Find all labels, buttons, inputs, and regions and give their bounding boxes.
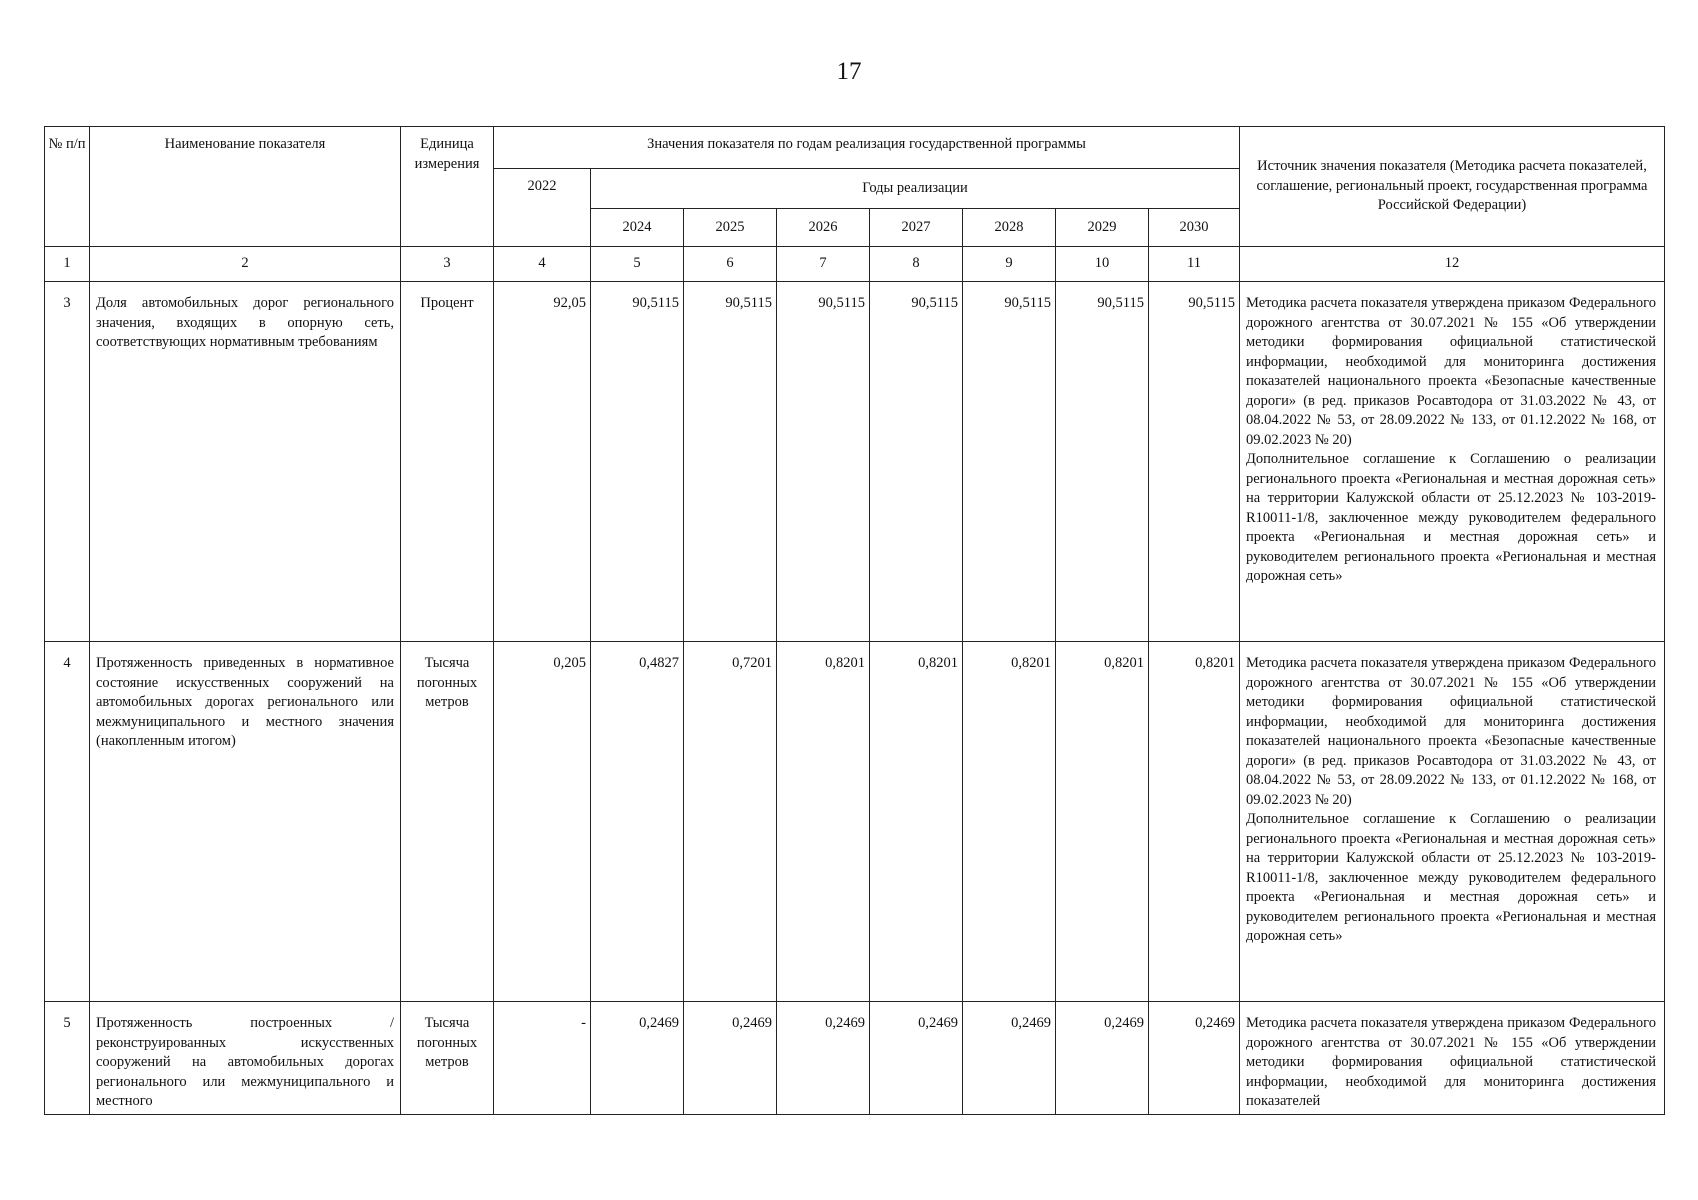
year-value: 0,8201 [777, 642, 870, 1002]
base-value: 0,205 [494, 642, 591, 1002]
header-year: 2026 [777, 209, 870, 247]
table-row [45, 642, 1665, 1002]
column-number: 9 [963, 247, 1056, 282]
header-source: Источник значения показателя (Методика расчета показателей, соглашение, региональный проект, государственная программа Российской Федерации) [1240, 127, 1665, 247]
indicator-unit: Тысяча погонных метров [401, 642, 494, 1002]
indicator-name: Протяженность приведенных в нормативное состояние искусственных сооружений на автомобильных дорогах регионального или межмуниципального и местного значения (накопленным итогом) [90, 642, 401, 1002]
year-value: 90,5115 [777, 282, 870, 642]
year-value: 90,5115 [1056, 282, 1149, 642]
column-numbers-row [45, 247, 1665, 282]
column-number: 6 [684, 247, 777, 282]
page-number: 17 [836, 58, 862, 85]
source-methodology: Методика расчета показателя утверждена приказом Федерального дорожного агентства от 30.07.2021 № 155 «Об утверждении методики формирования официальной статистической информации, необходимой для мониторинга достижения показателей [1246, 1015, 1656, 1109]
indicator-unit: Тысяча погонных метров [401, 1002, 494, 1115]
year-value: 0,8201 [870, 642, 963, 1002]
column-number: 12 [1240, 247, 1665, 282]
column-number: 4 [494, 247, 591, 282]
column-number: 7 [777, 247, 870, 282]
source-methodology: Методика расчета показателя утверждена приказом Федерального дорожного агентства от 30.07.2021 № 155 «Об утверждении методики формирования официальной статистической информации, необходимой для мониторинга достижения показателей национального проекта «Безопасные качественные дороги» (в ред. приказов Росавтодора от 31.03.2022 № 43, от 08.04.2022 № 53, от 28.09.2022 № 133, от 01.12.2022 № 168, от 09.02.2023 № 20) [1246, 655, 1656, 808]
year-value: 0,8201 [963, 642, 1056, 1002]
year-value: 0,7201 [684, 642, 777, 1002]
source-agreement: Дополнительное соглашение к Соглашению о реализации регионального проекта «Региональная и местная дорожная сеть» на территории Калужской области от 25.12.2023 № 103-2019-R10011-1/8, заключенное между руководителем федерального проекта «Региональная и местная дорожная сеть» и руководителем регионального проекта «Региональная и местная дорожная сеть» [1246, 811, 1656, 944]
year-value: 90,5115 [684, 282, 777, 642]
table-row [45, 282, 1665, 642]
header-year: 2029 [1056, 209, 1149, 247]
year-value: 0,4827 [591, 642, 684, 1002]
column-number: 3 [401, 247, 494, 282]
indicator-unit: Процент [401, 282, 494, 642]
year-value: 0,2469 [777, 1002, 870, 1115]
row-number: 4 [45, 642, 90, 1002]
column-number: 11 [1149, 247, 1240, 282]
year-value: 0,8201 [1149, 642, 1240, 1002]
header-years-group: Годы реализации [591, 169, 1240, 209]
year-value: 90,5115 [1149, 282, 1240, 642]
header-num: № п/п [45, 127, 90, 247]
header-year: 2028 [963, 209, 1056, 247]
header-year: 2027 [870, 209, 963, 247]
header-name: Наименование показателя [90, 127, 401, 247]
year-value: 0,2469 [684, 1002, 777, 1115]
header-values-group: Значения показателя по годам реализация государственной программы [494, 127, 1240, 169]
base-value: - [494, 1002, 591, 1115]
indicator-name-text: Протяженность построенных /реконструированных искусственных сооружений на автомобильных дорогах регионального или межмуниципального и местного [96, 1015, 394, 1109]
row-number: 5 [45, 1002, 90, 1115]
column-number: 5 [591, 247, 684, 282]
header-year: 2024 [591, 209, 684, 247]
indicator-name: Доля автомобильных дорог регионального значения, входящих в опорную сеть, соответствующих нормативным требованиям [90, 282, 401, 642]
indicator-name [90, 1002, 401, 1115]
year-value: 90,5115 [591, 282, 684, 642]
table-row [45, 1002, 1665, 1115]
year-value: 90,5115 [870, 282, 963, 642]
header-row [45, 127, 1665, 169]
column-number: 10 [1056, 247, 1149, 282]
indicator-source [1240, 282, 1665, 642]
column-number: 8 [870, 247, 963, 282]
source-agreement: Дополнительное соглашение к Соглашению о реализации регионального проекта «Региональная и местная дорожная сеть» на территории Калужской области от 25.12.2023 № 103-2019-R10011-1/8, заключенное между руководителем федерального проекта «Региональная и местная дорожная сеть» и руководителем регионального проекта «Региональная и местная дорожная сеть» [1246, 451, 1656, 584]
year-value: 0,2469 [1056, 1002, 1149, 1115]
indicator-source [1240, 642, 1665, 1002]
header-year: 2030 [1149, 209, 1240, 247]
source-methodology: Методика расчета показателя утверждена приказом Федерального дорожного агентства от 30.07.2021 № 155 «Об утверждении методики формирования официальной статистической информации, необходимой для мониторинга достижения показателей национального проекта «Безопасные качественные дороги» (в ред. приказов Росавтодора от 31.03.2022 № 43, от 08.04.2022 № 53, от 28.09.2022 № 133, от 01.12.2022 № 168, от 09.02.2023 № 20) [1246, 295, 1656, 448]
year-value: 0,8201 [1056, 642, 1149, 1002]
year-value: 0,2469 [591, 1002, 684, 1115]
header-unit: Единица измерения [401, 127, 494, 247]
year-value: 90,5115 [963, 282, 1056, 642]
row-number: 3 [45, 282, 90, 642]
year-value: 0,2469 [1149, 1002, 1240, 1115]
indicator-source [1240, 1002, 1665, 1115]
column-number: 2 [90, 247, 401, 282]
column-number: 1 [45, 247, 90, 282]
year-value: 0,2469 [870, 1002, 963, 1115]
indicators-table [44, 126, 1665, 1115]
base-value: 92,05 [494, 282, 591, 642]
year-value: 0,2469 [963, 1002, 1056, 1115]
header-year: 2025 [684, 209, 777, 247]
header-base-year: 2022 [494, 169, 591, 247]
